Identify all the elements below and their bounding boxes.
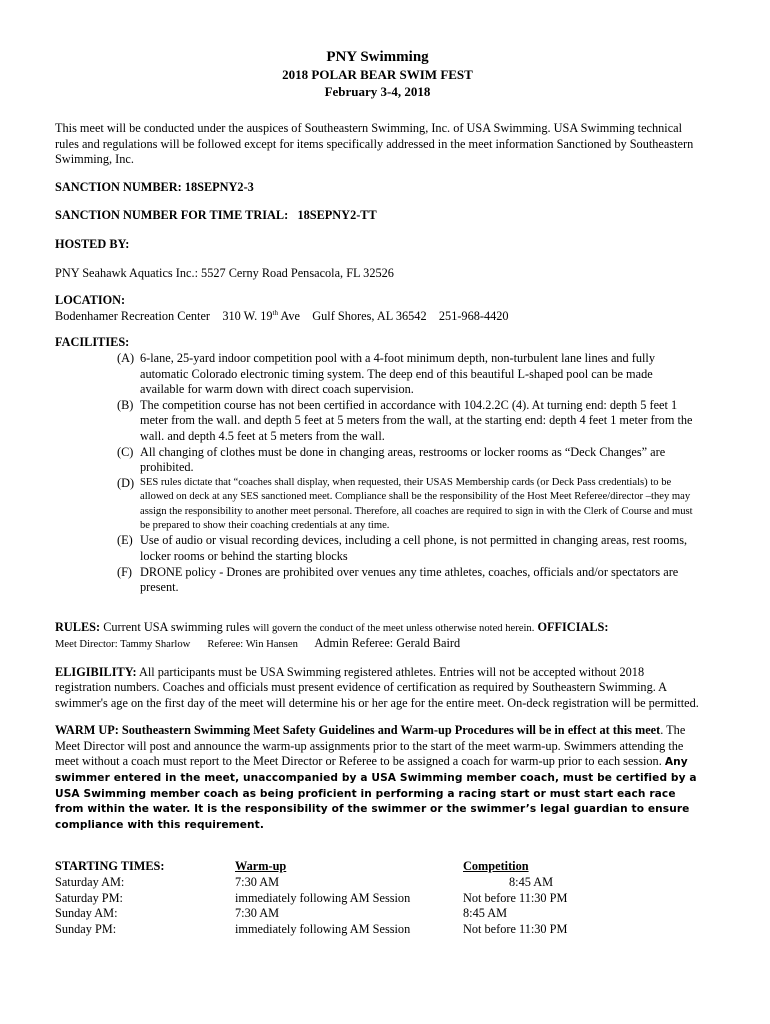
facility-item: (A) 6-lane, 25-yard indoor competition pool with a 4-foot minimum depth, non-turbulent lane lines and fully automatic Colorado electronic timing system. The deep end of this beautiful L-shaped pool can be made available for warm down with direct coach supervision. [117,350,655,397]
warmup-column-header: Warm-up [235,859,287,874]
facilities-list [55,351,700,596]
facility-item: (E) Use of audio or visual recording devices, including a cell phone, is not permitted in changing areas, rest rooms, locker rooms or behind the starting blocks [117,533,688,563]
warmup-emphasis: Any swimmer entered in the meet, unaccompanied by a USA Swimming member coach, must be certified by a USA Swimming member coach as being proficient in performing a racing start or must start each race from within the water. It is the responsibility of the swimmer or the swimmer’s legal guardian to ensure compliance with this requirement. [55,756,697,831]
warmup-paragraph: WARM UP: Southeastern Swimming Meet Safety Guidelines and Warm-up Procedures will be in effect at this meet. The Meet Director will post and announce the warm-up assignments prior to the start of the meet warm-up. Swimmers attending the meet without a coach must report to the Meet Director or Referee to be assigned a coach for warm-up prior to each session. Any swimmer entered in the meet, unaccompanied by a USA Swimming member coach, must be certified by a USA Swimming member coach as being proficient in performing a racing start or must start each race from within the water. It is the responsibility of the swimmer or the swimmer’s legal guardian to ensure compliance with this requirement. [55,723,697,831]
starting-times-label: STARTING TIMES: [55,859,165,874]
officials-line [55,636,700,652]
meet-director: Meet Director: Tammy Sharlow [55,639,191,651]
rules-label: RULES: [55,619,101,634]
table-row: Saturday AM: 7:30 AM 8:45 AM [55,875,554,890]
location-venue: Bodenhamer Recreation Center [55,308,211,323]
facilities-label: FACILITIES: [55,335,130,350]
hosted-by-label: HOSTED BY: [55,236,130,251]
eligibility-paragraph: ELIGIBILITY: All participants must be USA Swimming registered athletes. Entries will not be accepted without 2018 registration numbers. Coaches and officials must present evidence of certification as required by Southeastern Swimming. A swimmer's age on the first day of the meet will determine his or her age for the entire meet. On-deck registration will be permitted. [55,664,699,710]
sanction-tt-value: 18SEPNY2-TT [297,208,377,223]
location-city: Gulf Shores, AL 36542 [312,308,427,323]
table-header-row [55,859,700,875]
location-text [55,309,700,325]
intro-paragraph: This meet will be conducted under the auspices of Southeastern Swimming, Inc. of USA Swimming. USA Swimming technical rules and regulations will be followed except for items specifically addressed in the meet information Sanctioned by Southeastern Swimming, Inc. [55,121,694,167]
table-row: Sunday AM: 7:30 AM 8:45 AM [55,906,508,921]
admin-referee: Admin Referee: Gerald Baird [314,636,461,651]
location-label: LOCATION: [55,293,126,308]
eligibility-label: ELIGIBILITY: [55,664,137,679]
competition-column-header: Competition [463,859,529,874]
sanction-number: SANCTION NUMBER: 18SEPNY2-3 [55,179,254,194]
hosted-by-text: PNY Seahawk Aquatics Inc.: 5527 Cerny Road Pensacola, FL 32526 [55,265,394,280]
location-phone: 251-968-4420 [438,308,509,323]
sanction-time-trial [55,208,700,224]
facility-item: (B) The competition course has not been certified in accordance with 104.2.2C (4). At turning end: depth 5 feet 1 meter from the wall. and depth 5 feet at 5 meters from the wall, at the starting end: depth 4 feet 1 meter from the wall. and depth 4.5 feet at 5 meters from the wall. [117,397,693,443]
meet-dates: February 3-4, 2018 [324,84,431,99]
officials-label: OFFICIALS: [537,619,609,634]
table-row: Saturday PM: immediately following AM Session Not before 11:30 PM [55,890,568,905]
referee: Referee: Win Hansen [207,639,298,651]
document-page [55,48,700,937]
sanction-tt-label: SANCTION NUMBER FOR TIME TRIAL: [55,208,289,223]
table-row: Sunday PM: immediately following AM Session Not before 11:30 PM [55,921,568,936]
facility-item: (C) All changing of clothes must be done in changing areas, restrooms or locker rooms as “Deck Changes” are prohibited. [117,444,666,475]
facility-item: (F) DRONE policy - Drones are prohibited over venues any time athletes, coaches, officials and/or spectators are present. [117,564,679,595]
facility-item: (D) SES rules dictate that “coaches shall display, when requested, their USAS Membership cards (or Deck Pass credentials) to be allowed on deck at any SES sanctioned meet. Compliance shall be the responsibility of the Host Meet Referee/director –they may assign the responsibility to another meet personal. Therefore, all coaches are required to sign in with the Clerk of Course and must be prepared to show their coaching credentials at any time. [117,475,693,531]
starting-times-table [55,859,700,937]
document-title: PNY Swimming [326,49,429,65]
rules-paragraph: RULES: Current USA swimming rules will govern the conduct of the meet unless otherwise noted herein. OFFICIALS: [55,619,609,634]
location-street: 310 W. 19th Ave [222,308,300,323]
meet-name: 2018 POLAR BEAR SWIM FEST [282,67,473,82]
